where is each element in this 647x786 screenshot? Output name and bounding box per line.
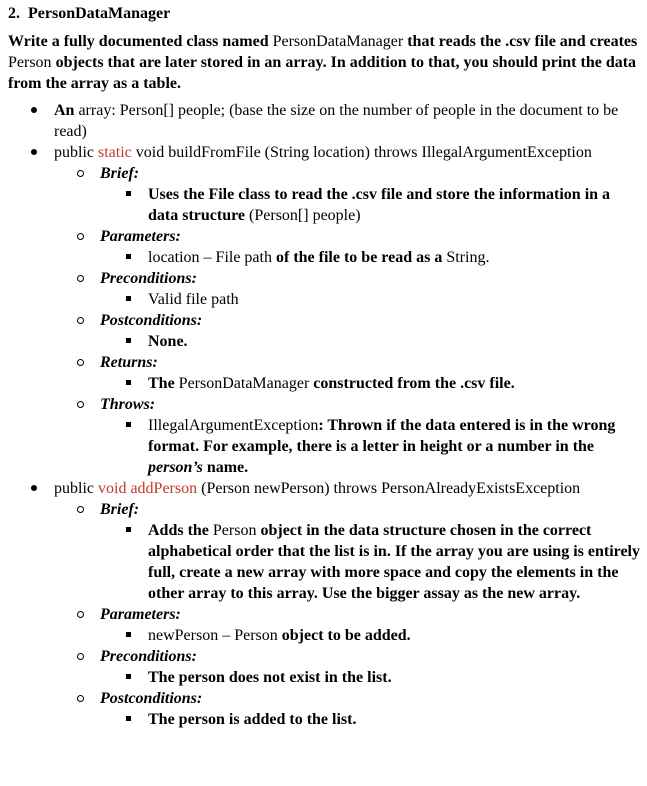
method1-postconditions <box>52 310 640 352</box>
circle-bullet-icon <box>77 275 84 282</box>
section-number: 2. <box>8 5 20 22</box>
square-bullet-icon <box>126 422 131 427</box>
bullet-icon <box>31 107 37 113</box>
method1-sig-rest: void buildFromFile (String location) throws IllegalArgumentException <box>131 144 592 161</box>
square-bullet-icon <box>126 716 131 721</box>
parameter-items <box>100 625 640 646</box>
section-heading <box>8 3 640 24</box>
method2-sig-public: public <box>54 480 98 497</box>
postconditions-label: Postconditions: <box>100 312 203 329</box>
square-bullet-icon <box>126 338 131 343</box>
brief-item <box>100 520 640 604</box>
field-item <box>8 100 640 142</box>
postcondition-text: None. <box>148 333 188 350</box>
circle-bullet-icon <box>77 611 84 618</box>
method1-parameters <box>52 226 640 268</box>
circle-bullet-icon <box>77 359 84 366</box>
return-class: PersonDataManager <box>178 375 310 392</box>
method2-parameters <box>52 604 640 646</box>
member-list <box>8 100 640 730</box>
parameter-item <box>100 247 640 268</box>
square-bullet-icon <box>126 254 131 259</box>
brief-person: Person <box>212 522 257 539</box>
precondition-text: Valid file path <box>148 291 239 308</box>
brief-label: Brief: <box>100 501 140 518</box>
bullet-icon <box>31 149 37 155</box>
brief-text-2: object in the data structure chosen in the correct alphabetical order that the list is in. If the array you are using is entirely full, create a new array with more space and copy the elements in the other array to this array. Use the bigger assay as the new array. <box>148 522 640 602</box>
intro-text-2: that reads the .csv file and creates <box>403 33 638 50</box>
method1-returns <box>52 352 640 394</box>
method2-preconditions <box>52 646 640 688</box>
returns-label: Returns: <box>100 354 158 371</box>
param-desc: of the file to be read as a <box>275 249 447 266</box>
brief-structure: (Person[] people) <box>249 207 361 224</box>
parameter-items <box>100 247 640 268</box>
param-name: location – File path <box>148 249 276 266</box>
intro-person: Person <box>8 54 52 71</box>
brief-items <box>100 184 640 226</box>
parameters-label: Parameters: <box>100 606 181 623</box>
parameters-label: Parameters: <box>100 228 181 245</box>
method2-sig-rest: (Person newPerson) throws PersonAlreadyExistsException <box>197 480 581 497</box>
section-title: PersonDataManager <box>28 5 171 22</box>
square-bullet-icon <box>126 296 131 301</box>
circle-bullet-icon <box>77 170 84 177</box>
square-bullet-icon <box>126 674 131 679</box>
square-bullet-icon <box>126 191 131 196</box>
return-items <box>100 373 640 394</box>
method1-sig-static: static <box>98 144 132 161</box>
param-type: String. <box>446 249 490 266</box>
precondition-items <box>100 667 640 688</box>
brief-text: Uses the File class to read the .csv file and store the information in a data structure <box>148 186 611 224</box>
square-bullet-icon <box>126 527 131 532</box>
postcondition-item <box>100 331 640 352</box>
method1-throws <box>52 394 640 478</box>
brief-label: Brief: <box>100 165 140 182</box>
circle-bullet-icon <box>77 506 84 513</box>
method2-brief <box>52 499 640 604</box>
circle-bullet-icon <box>77 233 84 240</box>
exception-name: IllegalArgumentException <box>148 417 319 434</box>
throw-items <box>100 415 640 478</box>
method1-sig-public: public <box>54 144 98 161</box>
method1-brief <box>52 163 640 226</box>
postcondition-text: The person is added to the list. <box>148 711 357 728</box>
return-text-1: The <box>148 375 179 392</box>
brief-text-1: Adds the <box>148 522 213 539</box>
return-text-2: constructed from the .csv file. <box>309 375 515 392</box>
method-build-from-file <box>8 142 640 478</box>
field-text: array: Person[] people; (base the size on the number of people in the document to be read) <box>54 102 619 140</box>
parameter-item <box>100 625 640 646</box>
preconditions-label: Preconditions: <box>100 270 197 287</box>
circle-bullet-icon <box>77 317 84 324</box>
throw-item <box>100 415 640 478</box>
postconditions-label: Postconditions: <box>100 690 203 707</box>
field-label: An <box>54 102 75 119</box>
precondition-items <box>100 289 640 310</box>
param-name: newPerson – Person <box>148 627 282 644</box>
method1-details <box>54 163 640 478</box>
throws-label: Throws: <box>100 396 156 413</box>
method1-preconditions <box>52 268 640 310</box>
return-item <box>100 373 640 394</box>
precondition-text: The person does not exist in the list. <box>148 669 392 686</box>
circle-bullet-icon <box>77 695 84 702</box>
postcondition-item <box>100 709 640 730</box>
method2-sig-name: void addPerson <box>98 480 198 497</box>
circle-bullet-icon <box>77 401 84 408</box>
intro-class-name: PersonDataManager <box>272 33 404 50</box>
intro-text-3: objects that are later stored in an array. In addition to that, you should print the data from the array as a table. <box>8 54 637 92</box>
intro-paragraph <box>8 31 640 94</box>
throw-text: : Thrown if the data entered is in the wrong format. For example, there is a letter in height or a number in the <box>148 417 616 455</box>
method-add-person <box>8 478 640 730</box>
method2-details <box>54 499 640 730</box>
precondition-item <box>100 667 640 688</box>
intro-text-1: Write a fully documented class named <box>8 33 273 50</box>
preconditions-label: Preconditions: <box>100 648 197 665</box>
brief-item <box>100 184 640 226</box>
throw-emphasis: person’s <box>148 459 203 476</box>
throw-text-end: name. <box>202 459 249 476</box>
precondition-item <box>100 289 640 310</box>
method2-postconditions <box>52 688 640 730</box>
brief-items <box>100 520 640 604</box>
square-bullet-icon <box>126 380 131 385</box>
document-page <box>8 0 640 730</box>
postcondition-items <box>100 331 640 352</box>
postcondition-items <box>100 709 640 730</box>
square-bullet-icon <box>126 632 131 637</box>
param-desc: object to be added. <box>281 627 411 644</box>
circle-bullet-icon <box>77 653 84 660</box>
bullet-icon <box>31 485 37 491</box>
